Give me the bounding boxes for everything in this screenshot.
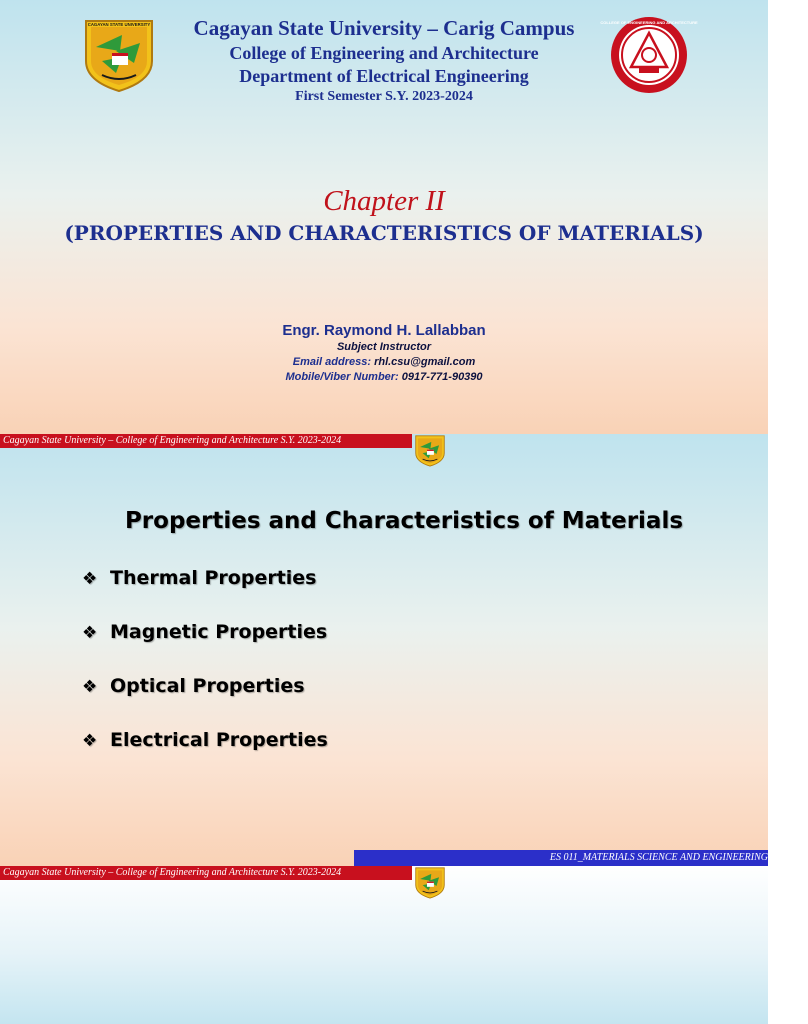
department-name: Department of Electrical Engineering [239, 66, 529, 86]
bullet-magnetic [82, 621, 327, 643]
title-slide [0, 0, 768, 434]
bullet-label: Optical Properties [110, 675, 305, 697]
bullet-thermal [82, 567, 317, 589]
mobile-label: Mobile/Viber Number: [285, 371, 399, 383]
bullet-label: Thermal Properties [110, 567, 317, 589]
mobile-line [0, 371, 768, 383]
instructor-name: Engr. Raymond H. Lallabban [282, 322, 486, 339]
diamond-bullet-icon: ❖ [82, 569, 98, 589]
footer-bar [0, 434, 412, 448]
mobile-value: 0917-771-90390 [401, 371, 483, 383]
bullet-optical [82, 675, 305, 697]
svg-text:CAGAYAN STATE UNIVERSITY: CAGAYAN STATE UNIVERSITY [87, 22, 151, 27]
footer-bar [0, 866, 412, 880]
footer-seal-logo [414, 434, 446, 467]
course-bar [354, 850, 768, 866]
diamond-bullet-icon: ❖ [82, 677, 98, 697]
properties-slide [0, 434, 768, 866]
college-seal-logo [600, 15, 698, 95]
instructor-role: Subject Instructor [336, 341, 432, 353]
footer-seal-logo [414, 866, 446, 899]
diamond-bullet-icon: ❖ [82, 623, 98, 643]
bullet-label: Electrical Properties [110, 729, 328, 751]
email-value: rhl.csu@gmail.com [374, 356, 476, 368]
bullet-electrical [82, 729, 328, 751]
chapter-subtitle: (PROPERTIES AND CHARACTERISTICS OF MATERIALS) [64, 221, 704, 245]
semester-label: First Semester S.Y. 2023-2024 [295, 89, 473, 104]
footer-text: Cagayan State University – College of Engineering and Architecture S.Y. 2023-2024 [3, 435, 342, 446]
footer-text: Cagayan State University – College of Engineering and Architecture S.Y. 2023-2024 [3, 867, 342, 878]
svg-text:COLLEGE OF ENGINEERING AND ARC: COLLEGE OF ENGINEERING AND ARCHITECTURE [600, 20, 698, 25]
chapter-title: Chapter II [323, 185, 445, 217]
slide-title: Properties and Characteristics of Materials [124, 508, 684, 534]
email-line [0, 356, 768, 368]
university-name: Cagayan State University – Carig Campus [193, 16, 575, 40]
email-label: Email address: [292, 356, 371, 368]
bullet-label: Magnetic Properties [110, 621, 328, 643]
diamond-bullet-icon: ❖ [82, 731, 98, 751]
college-name: College of Engineering and Architecture [229, 43, 539, 63]
next-slide-partial [0, 866, 768, 1024]
course-code: ES 011_MATERIALS SCIENCE AND ENGINEERING [549, 852, 768, 863]
university-seal-logo [82, 17, 156, 93]
